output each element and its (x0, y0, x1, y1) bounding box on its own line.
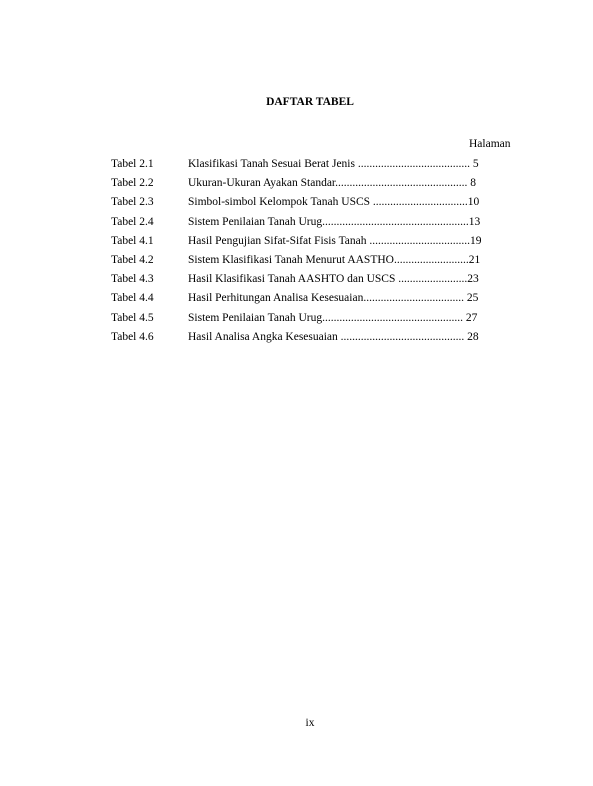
table-number: Tabel 4.1 (111, 234, 154, 247)
list-item (111, 195, 491, 214)
list-item (111, 157, 491, 176)
table-number: Tabel 4.5 (111, 311, 154, 324)
table-number: Tabel 2.4 (111, 215, 154, 228)
table-number: Tabel 2.2 (111, 177, 154, 190)
table-entry: Sistem Penilaian Tanah Urug................................................. 27 (188, 311, 478, 324)
table-number: Tabel 4.6 (111, 330, 154, 343)
list-item (111, 272, 491, 291)
list-item (111, 253, 491, 272)
list-item (111, 215, 491, 234)
table-number: Tabel 4.2 (111, 253, 154, 266)
table-number: Tabel 2.1 (111, 158, 154, 170)
table-entry: Hasil Analisa Angka Kesesuaian ........................................... 28 (188, 330, 479, 343)
table-entry: Klasifikasi Tanah Sesuai Berat Jenis ....................................... 5 (188, 158, 479, 170)
table-number: Tabel 4.4 (111, 292, 154, 305)
column-header-halaman: Halaman (469, 138, 511, 150)
list-item (111, 176, 491, 195)
list-item (111, 311, 491, 330)
table-entry: Ukuran-Ukuran Ayakan Standar.............................................. 8 (188, 177, 476, 190)
table-entry: Sistem Klasifikasi Tanah Menurut AASTHO..........................21 (188, 253, 481, 266)
table-entry: Hasil Pengujian Sifat-Sifat Fisis Tanah ...................................19 (188, 234, 482, 247)
list-item (111, 234, 491, 253)
table-entry: Hasil Perhitungan Analisa Kesesuaian................................... 25 (188, 292, 479, 305)
table-entry: Simbol-simbol Kelompok Tanah USCS .................................10 (188, 196, 480, 209)
page-number: ix (305, 717, 315, 729)
table-number: Tabel 2.3 (111, 196, 154, 209)
table-entry: Sistem Penilaian Tanah Urug...................................................13 (188, 215, 481, 228)
list-item (111, 330, 491, 349)
table-number: Tabel 4.3 (111, 273, 154, 286)
table-list (111, 157, 491, 349)
list-item (111, 291, 491, 310)
table-entry: Hasil Klasifikasi Tanah AASHTO dan USCS ........................23 (188, 273, 479, 286)
page-title: DAFTAR TABEL (266, 96, 354, 108)
